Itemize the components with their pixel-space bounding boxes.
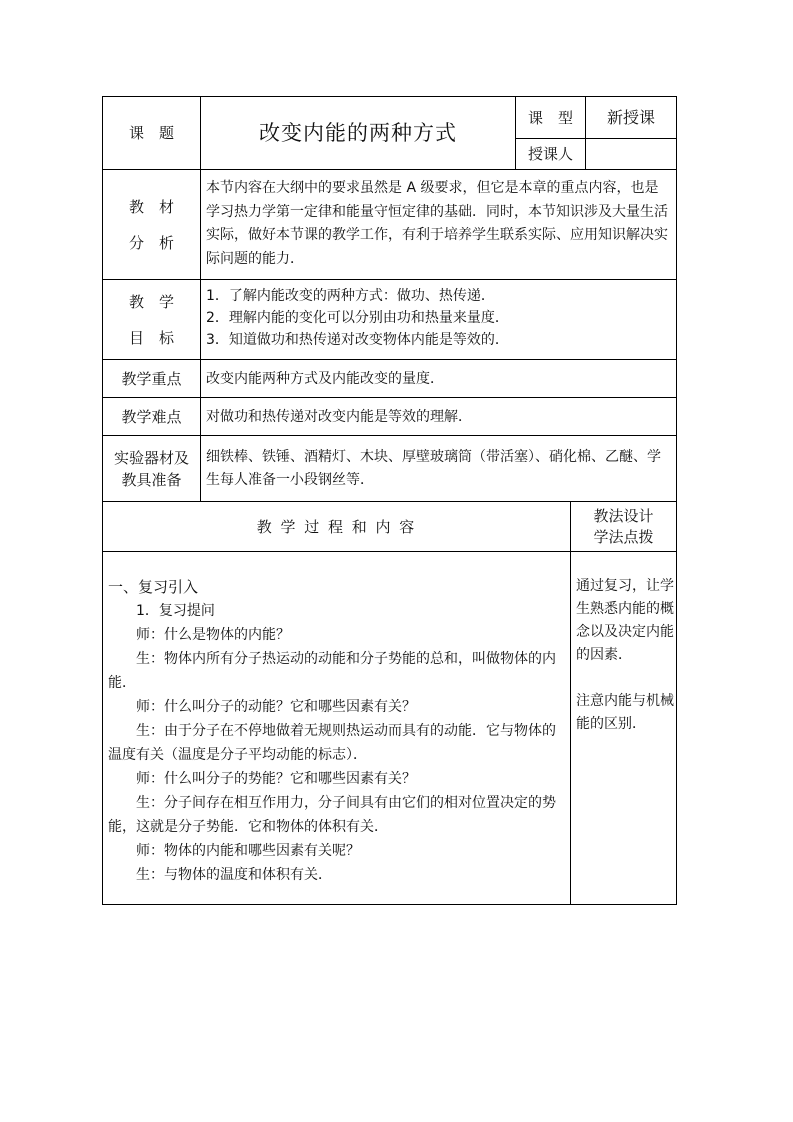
dialogue-line: 师：什么叫分子的动能？它和哪些因素有关？: [136, 699, 416, 715]
method-title-line2: 学法点拨: [593, 527, 654, 546]
equipment-label: [103, 436, 200, 501]
dialogue-line: 生：由于分子在不停地做着无规则热运动而具有的动能．它与物体的温度有关（温度是分子平均动能的标志）．: [108, 723, 556, 763]
table-border-right: [676, 96, 677, 905]
lesson-title: 改变内能的两种方式: [259, 121, 457, 145]
difficulty-text: 对做功和热传递对改变内能是等效的理解．: [206, 408, 472, 425]
analysis-label-line2: 分 析: [128, 233, 174, 252]
process-title: 教 学 过 程 和 内 容: [256, 517, 417, 536]
section-heading: 一、复习引入: [108, 578, 199, 596]
dialogue-line: 师：什么是物体的内能？: [136, 627, 290, 643]
dialogue-line: 生：分子间存在相互作用力，分子间具有由它们的相对位置决定的势能，这就是分子势能．它和物体的体积有关．: [108, 795, 556, 835]
method-notes: [576, 575, 674, 759]
objectives-list: [206, 285, 672, 351]
analysis-label-line1: 教 材: [128, 197, 174, 216]
process-column-divider: [570, 501, 571, 905]
equipment-text: 细铁棒、铁锤、酒精灯、木块、厚壁玻璃筒（带活塞）、硝化棉、乙醚、学生每人准备一小段钢丝等．: [206, 449, 661, 488]
analysis-label: [103, 170, 200, 279]
sub-heading: 1．复习提问: [136, 603, 215, 619]
key-point-text: 改变内能两种方式及内能改变的量度．: [206, 370, 444, 387]
key-point-label: 教学重点: [121, 369, 182, 388]
difficulty-label: 教学难点: [121, 407, 182, 426]
objective-item: 1．了解内能改变的两种方式：做功、热传递．: [206, 288, 495, 304]
method-note: 通过复习，让学生熟悉内能的概念以及决定内能的因素．: [576, 578, 674, 663]
dialogue-line: 师：物体的内能和哪些因素有关呢？: [136, 843, 360, 859]
equipment-label-line1: 实验器材及: [113, 448, 189, 467]
topic-label: 课 题: [128, 124, 174, 142]
objectives-label-line1: 教 学: [128, 292, 174, 311]
method-column-title: [571, 502, 676, 551]
method-title-line1: 教法设计: [593, 506, 654, 525]
dialogue-line: 师：什么叫分子的势能？它和哪些因素有关？: [136, 771, 416, 787]
process-content: [108, 575, 564, 887]
equipment-label-line2: 教具准备: [121, 470, 182, 489]
teacher-label: 授课人: [527, 145, 573, 163]
objectives-label: [103, 280, 200, 359]
method-note: 注意内能与机械能的区别．: [576, 693, 674, 732]
analysis-text: 本节内容在大纲中的要求虽然是 A 级要求，但它是本章的重点内容，也是学习热力学第一定律和能量守恒定律的基础．同时，本节知识涉及大量生活实际，做好本节课的教学工作，有利于培养学生联系实际、应用知识解决实际问题的能力．: [206, 180, 668, 267]
objective-item: 2．理解内能的变化可以分别由功和热量来量度．: [206, 310, 509, 326]
dialogue-line: 生：与物体的温度和体积有关．: [136, 867, 332, 883]
lesson-type-label: 课 型: [527, 108, 573, 127]
table-border-bottom: [102, 904, 677, 905]
objectives-label-line2: 目 标: [128, 328, 174, 347]
dialogue-line: 生：物体内所有分子热运动的动能和分子势能的总和，叫做物体的内能．: [108, 651, 556, 691]
row-divider-process-title: [102, 551, 677, 552]
lesson-type-value: 新授课: [606, 107, 655, 127]
objective-item: 3．知道做功和热传递对改变物体内能是等效的．: [206, 332, 509, 348]
teacher-value: [586, 139, 676, 169]
